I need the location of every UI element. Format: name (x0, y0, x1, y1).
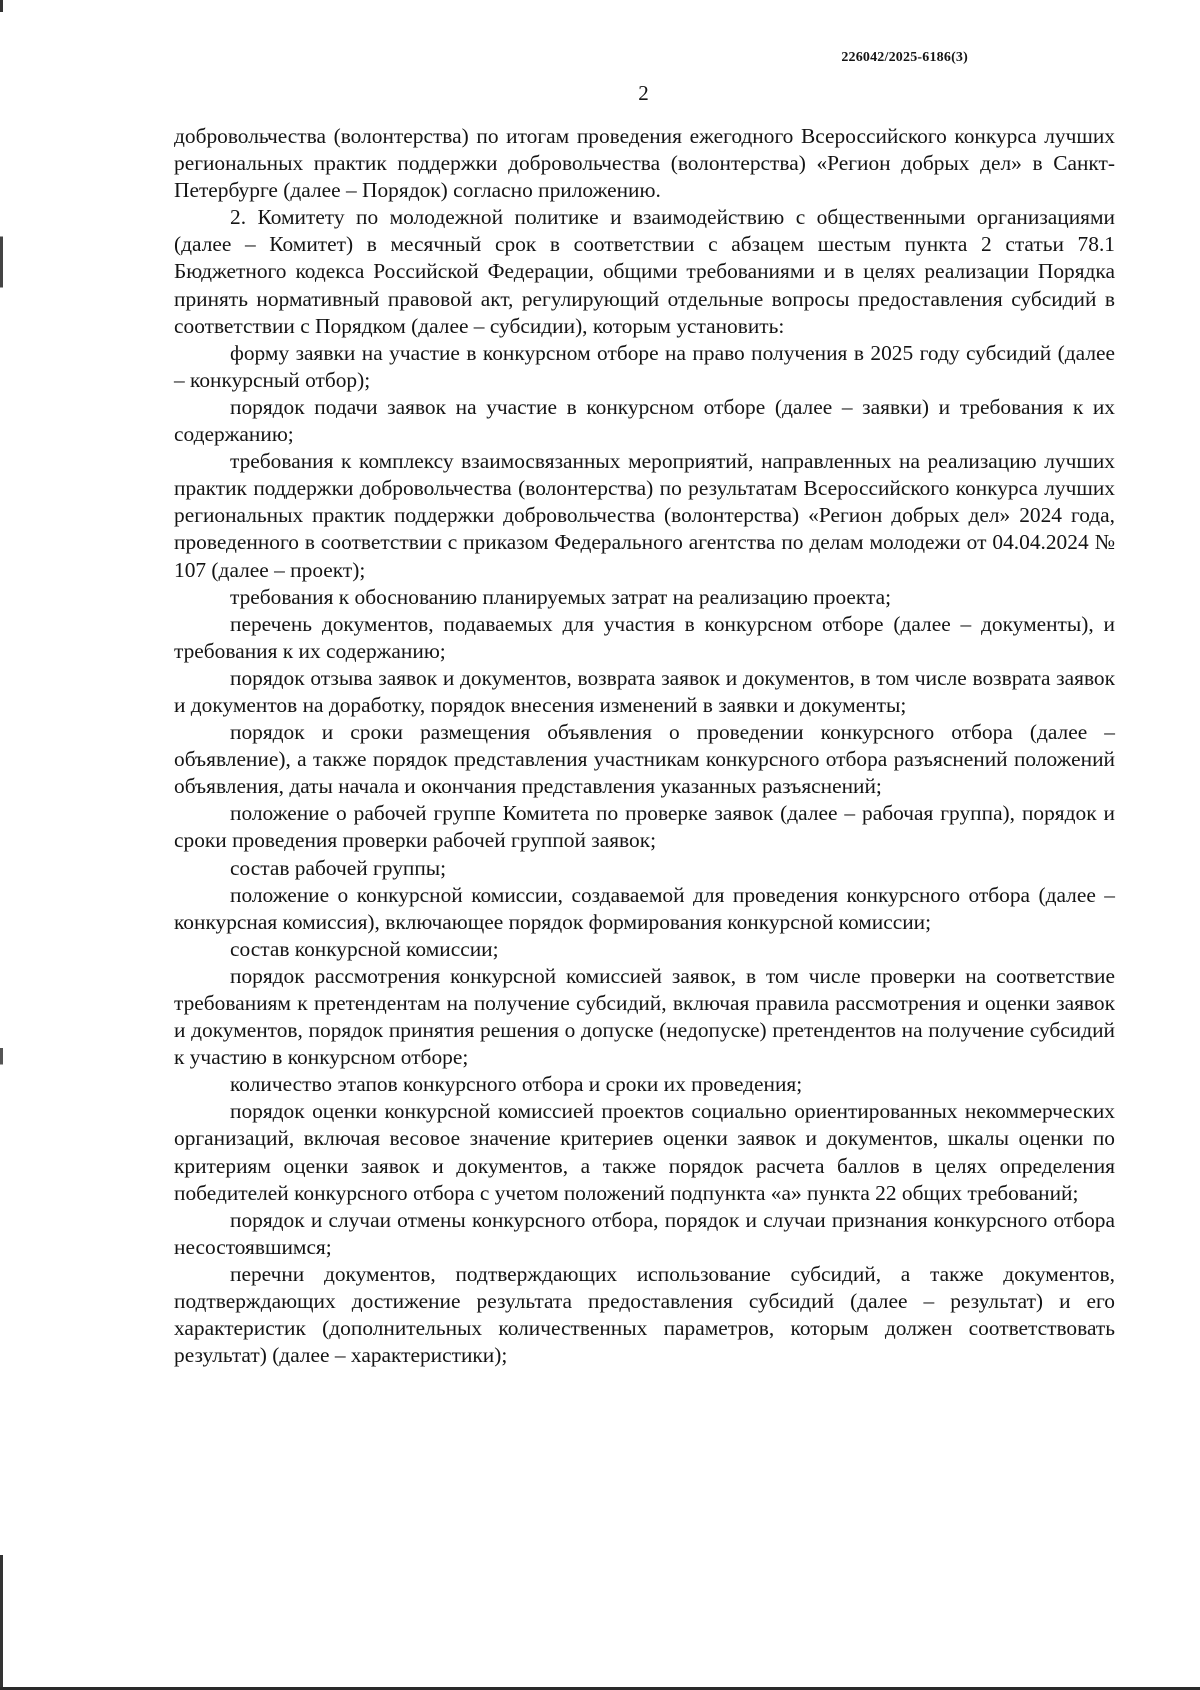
paragraph: порядок отзыва заявок и документов, возврата заявок и документов, в том числе возврата заявок и документов на доработку, порядок внесения изменений в заявки и документы; (174, 665, 1115, 717)
paragraph: количество этапов конкурсного отбора и сроки их проведения; (230, 1072, 803, 1097)
paragraph: порядок оценки конкурсной комиссией проектов социально ориентированных некоммерческих организаций, включая весовое значение критериев оценки заявок и документов, шкалы оценки по критериям оценки заявок и документов, а также порядок расчета баллов в целях определения победителей конкурсного отбора с учетом положений подпункта «а» пункта 22 общих требований; (174, 1099, 1115, 1205)
paragraph: требования к комплексу взаимосвязанных мероприятий, направленных на реализацию лучших практик поддержки добровольчества (волонтерства) по результатам Всероссийского конкурса лучших региональных практик поддержки добровольчества (волонтерства) «Регион добрых дел» 2024 года, проведенного в соответствии с приказом Федерального агентства по делам молодежи от 04.04.2024 № 107 (далее – проект); (174, 449, 1115, 582)
paragraph: состав рабочей группы; (230, 855, 447, 880)
paragraph: состав конкурсной комиссии; (230, 936, 499, 961)
scan-left-edge (0, 0, 3, 1690)
paragraph: положение о рабочей группе Комитета по проверке заявок (далее – рабочая группа), порядок и сроки проведения проверки рабочей группой заявок; (174, 801, 1115, 853)
document-registration-number: 226042/2025-6186(3) (841, 50, 968, 65)
paragraph: требования к обоснованию планируемых затрат на реализацию проекта; (230, 584, 892, 609)
paragraph: форму заявки на участие в конкурсном отборе на право получения в 2025 году субсидий (далее – конкурсный отбор); (174, 340, 1115, 392)
paragraph: порядок рассмотрения конкурсной комиссией заявок, в том числе проверки на соответствие требованиям к претендентам на получение субсидий, включая правила рассмотрения и оценки заявок и документов, порядок принятия решения о допуске (недопуске) претендентов на получение субсидий к участию в конкурсном отборе; (174, 963, 1115, 1070)
paragraph: положение о конкурсной комиссии, создаваемой для проведения конкурсного отбора (далее – конкурсная комиссия), включающее порядок формирования конкурсной комиссии; (174, 882, 1115, 934)
page-number: 2 (638, 81, 649, 105)
document-body (174, 123, 1115, 1369)
paragraph: добровольчества (волонтерства) по итогам проведения ежегодного Всероссийского конкурса лучших региональных практик поддержки добровольчества (волонтерства) «Регион добрых дел» в Санкт-Петербурге (далее – Порядок) согласно приложению. (174, 124, 1115, 203)
paragraph: перечень документов, подаваемых для участия в конкурсном отборе (далее – документы), и требования к их содержанию; (174, 611, 1115, 663)
paragraph: порядок и сроки размещения объявления о проведении конкурсного отбора (далее – объявление), а также порядок представления участникам конкурсного отбора разъяснений положений объявления, даты начала и окончания представления указанных разъяснений; (174, 720, 1115, 799)
paragraph: порядок подачи заявок на участие в конкурсном отборе (далее – заявки) и требования к их содержанию; (174, 394, 1115, 447)
paragraph: 2. Комитету по молодежной политике и взаимодействию с общественными организациями (далее – Комитет) в месячный срок в соответствии с абзацем шестым пункта 2 статьи 78.1 Бюджетного кодекса Российской Федерации, общими требованиями и в целях реализации Порядка принять нормативный правовой акт, регулирующий отдельные вопросы предоставления субсидий в соответствии с Порядком (далее – субсидии), которым установить: (174, 205, 1115, 338)
paragraph: порядок и случаи отмены конкурсного отбора, порядок и случаи признания конкурсного отбора несостоявшимся; (174, 1207, 1115, 1259)
paragraph: перечни документов, подтверждающих использование субсидий, а также документов, подтверждающих достижение результата предоставления субсидий (далее – результат) и его характеристик (дополнительных количественных параметров, которым должен соответствовать результат) (далее – характеристики); (174, 1261, 1115, 1368)
